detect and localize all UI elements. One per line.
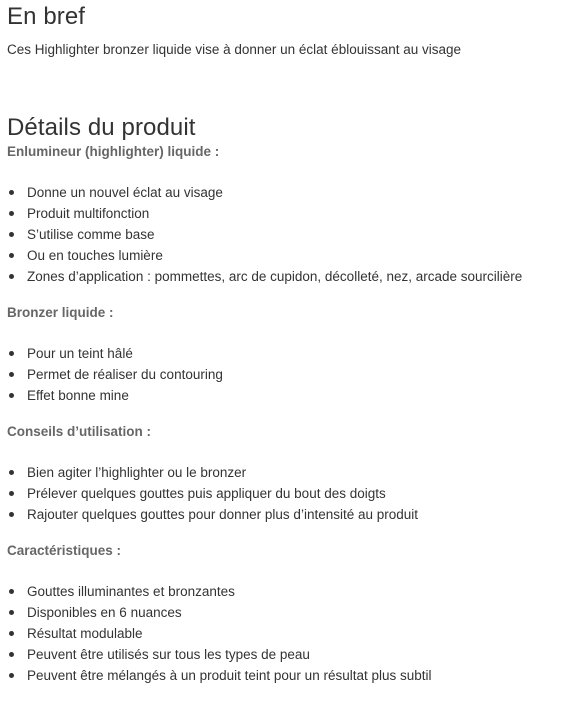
list-item: Permet de réaliser du contouring [27, 364, 567, 385]
list-item: Disponibles en 6 nuances [27, 602, 567, 623]
section-heading-highlighter: Enlumineur (highlighter) liquide : [7, 144, 220, 159]
list-item: Peuvent être utilisés sur tous les types de peau [27, 644, 567, 665]
section-heading-usage-tips: Conseils d’utilisation : [7, 424, 152, 439]
list-item: Bien agiter l’highlighter ou le bronzer [27, 462, 567, 483]
en-bref-text: Ces Highlighter bronzer liquide vise à donner un éclat éblouissant au visage [7, 42, 462, 57]
list-item: Pour un teint hâlé [27, 343, 567, 364]
product-details-title: Détails du produit [7, 114, 196, 141]
en-bref-title: En bref [7, 3, 86, 30]
section-heading-bronzer: Bronzer liquide : [7, 305, 114, 320]
list-item: Ou en touches lumière [27, 245, 567, 266]
usage-tips-list [7, 462, 567, 525]
list-item: Résultat modulable [27, 623, 567, 644]
list-item: Effet bonne mine [27, 385, 567, 406]
characteristics-list [7, 581, 567, 686]
bronzer-list [7, 343, 567, 406]
list-item: Donne un nouvel éclat au visage [27, 182, 567, 203]
list-item: Prélever quelques gouttes puis appliquer du bout des doigts [27, 483, 567, 504]
list-item: Gouttes illuminantes et bronzantes [27, 581, 567, 602]
list-item: Zones d’application : pommettes, arc de cupidon, décolleté, nez, arcade sourcilière [27, 266, 567, 287]
highlighter-list [7, 182, 567, 287]
list-item: Produit multifonction [27, 203, 567, 224]
list-item: Peuvent être mélangés à un produit teint pour un résultat plus subtil [27, 665, 567, 686]
list-item: Rajouter quelques gouttes pour donner plus d’intensité au produit [27, 504, 567, 525]
list-item: S’utilise comme base [27, 224, 567, 245]
section-heading-characteristics: Caractéristiques : [7, 543, 122, 558]
